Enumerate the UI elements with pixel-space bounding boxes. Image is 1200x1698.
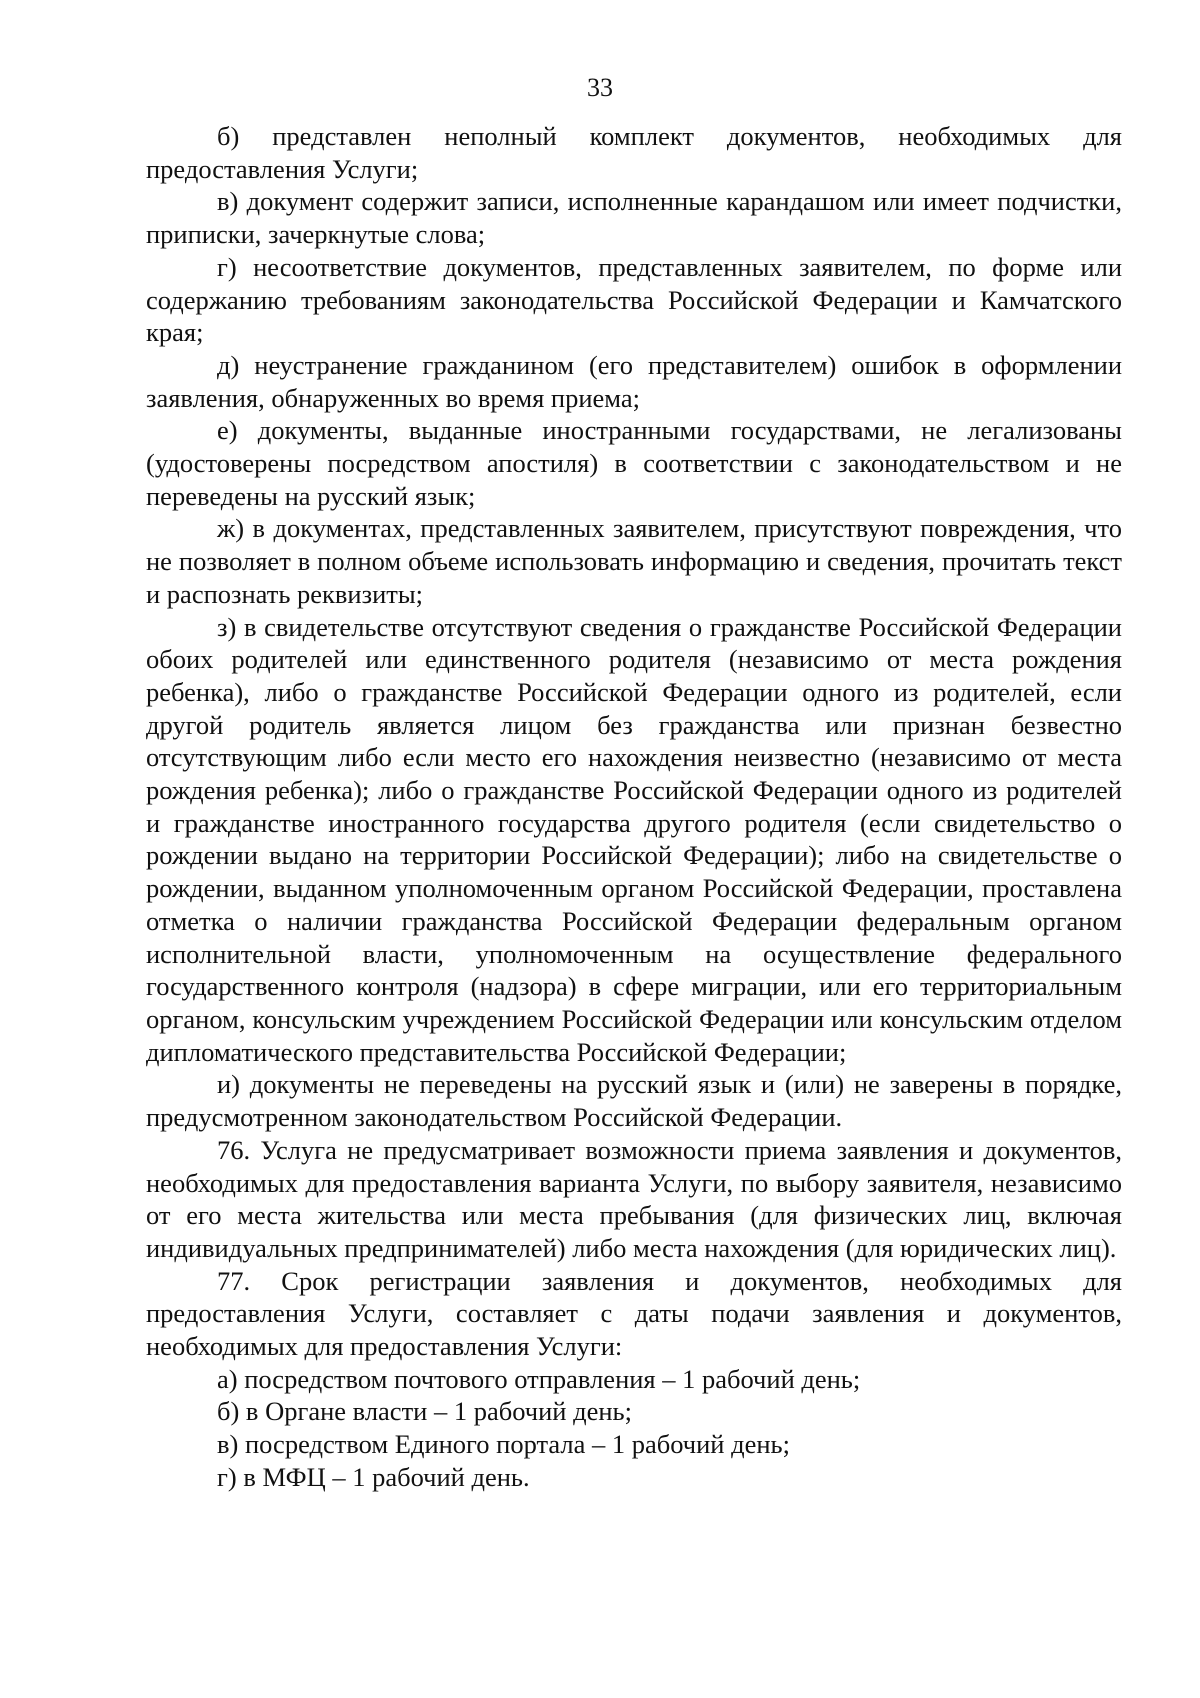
paragraph-item-i-not-translated: и) документы не переведены на русский язык и (или) не заверены в порядке, предусмотренном законодательством Российской Федерации. <box>146 1069 1122 1133</box>
paragraph-term-by-post: а) посредством почтового отправления – 1 рабочий день; <box>217 1363 861 1394</box>
paragraph-item-d-errors-not-fixed: д) неустранение гражданином (его представителем) ошибок в оформлении заявления, обнаруженных во время приема; <box>146 349 1122 413</box>
paragraph-item-z-citizenship-info: з) в свидетельстве отсутствуют сведения о гражданстве Российской Федерации обоих родителей или единственного родителя (независимо от места рождения ребенка), либо о гражданстве Российской Федерации одного из родителей, если другой родитель является лицом без гражданства или признан безвестно отсутствующим либо если место его нахождения неизвестно (независимо от места рождения ребенка); либо о гражданстве Российской Федерации одного из родителей и гражданстве иностранного государства другого родителя (если свидетельство о рождении выдано на территории Российской Федерации); либо на свидетельстве о рождении, выданном уполномоченным органом Российской Федерации, проставлена отметка о наличии гражданства Российской Федерации федеральным органом исполнительной власти, уполномоченным на осуществление федерального государственного контроля (надзора) в сфере миграции, или его территориальным органом, консульским учреждением Российской Федерации или консульским отделом дипломатического представительства Российской Федерации; <box>146 611 1122 1067</box>
page-number: 33 <box>587 73 613 102</box>
paragraph-76-extraterritorial: 76. Услуга не предусматривает возможности приема заявления и документов, необходимых для предоставления варианта Услуги, по выбору заявителя, независимо от его места жительства или места пребывания (для физических лиц, включая индивидуальных предпринимателей) либо места нахождения (для юридических лиц). <box>146 1134 1122 1263</box>
paragraph-term-unified-portal: в) посредством Единого портала – 1 рабочий день; <box>217 1429 790 1460</box>
document-body <box>146 120 1122 1494</box>
paragraph-item-e-not-legalized: е) документы, выданные иностранными государствами, не легализованы (удостоверены посредством апостиля) в соответствии с законодательством и не переведены на русский язык; <box>146 415 1122 511</box>
paragraph-77-registration-term: 77. Срок регистрации заявления и документов, необходимых для предоставления Услуги, составляет с даты подачи заявления и документов, необходимых для предоставления Услуги: <box>146 1265 1122 1362</box>
paragraph-term-authority: б) в Органе власти – 1 рабочий день; <box>217 1396 632 1427</box>
paragraph-item-v-pencil-records: в) документ содержит записи, исполненные карандашом или имеет подчистки, приписки, зачеркнутые слова; <box>146 186 1122 250</box>
paragraph-item-zh-damaged-documents: ж) в документах, представленных заявителем, присутствуют повреждения, что не позволяет в полном объеме использовать информацию и сведения, прочитать текст и распознать реквизиты; <box>146 513 1122 609</box>
paragraph-term-mfc: г) в МФЦ – 1 рабочий день. <box>217 1461 530 1492</box>
paragraph-item-b-incomplete-set: б) представлен неполный комплект документов, необходимых для предоставления Услуги; <box>146 121 1122 184</box>
paragraph-item-g-nonconformity: г) несоответствие документов, представленных заявителем, по форме или содержанию требованиям законодательства Российской Федерации и Камчатского края; <box>146 251 1122 348</box>
